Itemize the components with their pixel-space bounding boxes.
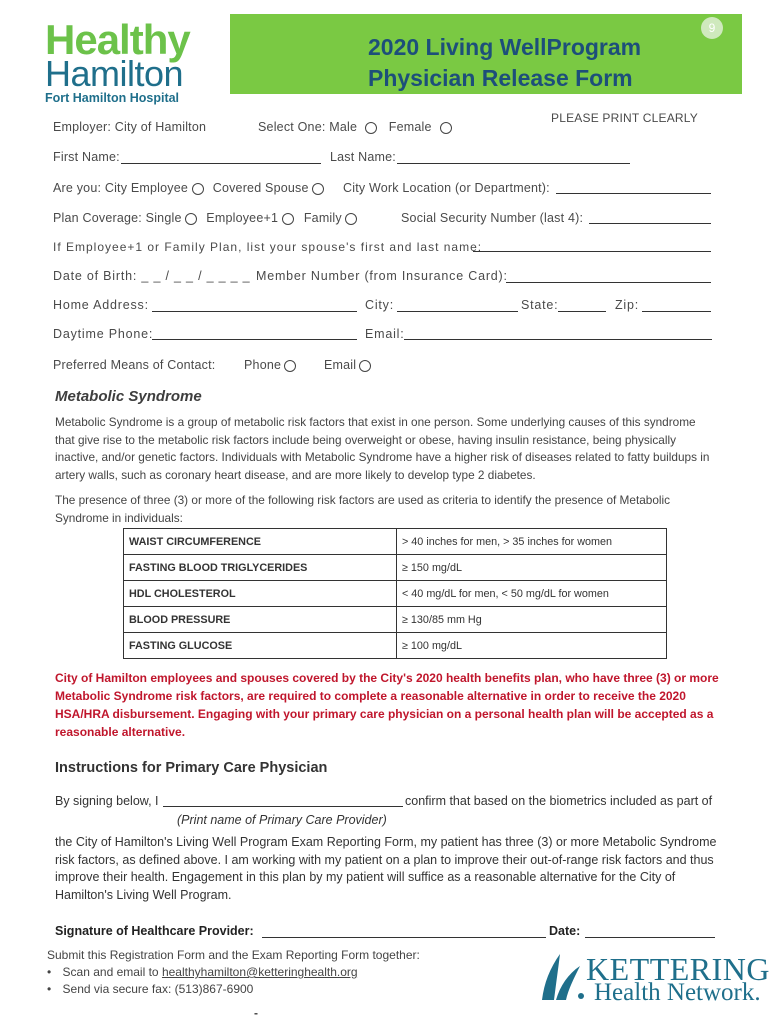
table-row: [124, 529, 667, 555]
attestation-body: the City of Hamilton's Living Well Program Exam Reporting Form, my patient has three (3) or more Metabolic Syndrome risk factors, as defined above. I am working with my patient on a plan to improve their out-of-range risk factors and thus improve their health. Engagement in this plan by my patient will suffice as a reasonable alternative for the City of Hamilton's Living Well Program.: [55, 835, 717, 902]
city-employee-label: City Employee: [104, 181, 189, 195]
employer-label: Employer: City of Hamilton: [53, 120, 207, 134]
first-name-label: First Name:: [53, 150, 120, 164]
city-employee-radio[interactable]: [192, 183, 204, 195]
risk-factor-criteria: ≥ 150 mg/dL: [397, 555, 667, 581]
page-dash: -: [254, 1006, 258, 1020]
plan-coverage-text: Plan Coverage:: [53, 211, 142, 225]
single-label: Single: [145, 211, 182, 225]
daytime-phone-label: Daytime Phone:: [53, 327, 154, 341]
title-banner: [230, 14, 742, 94]
email-radio[interactable]: [359, 360, 371, 372]
select-one-label: [258, 120, 452, 134]
select-one-text: Select One:: [258, 120, 326, 134]
employee-plus1-radio[interactable]: [282, 213, 294, 225]
risk-factor-name: BLOOD PRESSURE: [124, 607, 397, 633]
male-label: Male: [329, 120, 358, 134]
bullet-icon: •: [47, 965, 52, 979]
banner-title-line2: Physician Release Form: [368, 65, 633, 91]
last-name-label: Last Name:: [330, 150, 396, 164]
email-label: Email:: [365, 327, 405, 341]
phone-radio[interactable]: [284, 360, 296, 372]
by-signing-text: By signing below, I: [55, 794, 159, 808]
daytime-phone-field[interactable]: [152, 339, 357, 340]
kettering-network: Health Network.: [594, 979, 761, 1006]
city-work-location-field[interactable]: [556, 193, 711, 194]
physician-name-field[interactable]: [163, 806, 403, 807]
employee-plus1-label: Employee+1: [206, 211, 279, 225]
city-work-location-label: City Work Location (or Department):: [343, 181, 550, 195]
reasonable-alternative-notice: City of Hamilton employees and spouses covered by the City's 2020 health benefits plan, who have three (3) or more Metabolic Syndrome risk factors, are required to complete a reasonable alternative in order to receive the 2020 HSA/HRA disbursement. Engaging with your primary care physician on a personal health plan will be accepted as a reasonable alternative.: [55, 671, 719, 739]
single-radio[interactable]: [185, 213, 197, 225]
page-number-badge: 9: [701, 17, 723, 39]
logo-hospital: Fort Hamilton Hospital: [45, 91, 180, 105]
zip-field[interactable]: [642, 311, 711, 312]
risk-factor-table: [123, 528, 667, 659]
signature-label: Signature of Healthcare Provider:: [55, 924, 254, 938]
instructions-title: Instructions for Primary Care Physician: [55, 760, 328, 776]
covered-spouse-label: Covered Spouse: [212, 181, 309, 195]
state-field[interactable]: [558, 311, 606, 312]
family-radio[interactable]: [345, 213, 357, 225]
fax-text: Send via secure fax: (513)867-6900: [62, 982, 254, 996]
print-clearly-note: PLEASE PRINT CLEARLY: [551, 111, 698, 125]
logo-healthy: Healthy: [45, 16, 190, 63]
risk-factor-criteria: ≥ 130/85 mm Hg: [397, 607, 667, 633]
risk-factor-name: WAIST CIRCUMFERENCE: [124, 529, 397, 555]
kettering-name: KETTERING: [586, 951, 770, 987]
spouse-name-label: If Employee+1 or Family Plan, list your spouse's first and last name:: [53, 240, 483, 254]
signature-field[interactable]: [262, 937, 546, 938]
bullet-icon: •: [47, 982, 52, 996]
preferred-phone-option: [244, 358, 296, 372]
plan-coverage-label: [53, 211, 357, 225]
male-radio[interactable]: [365, 122, 377, 134]
ssn-field[interactable]: [589, 223, 711, 224]
date-field[interactable]: [585, 937, 715, 938]
are-you-text: Are you:: [53, 181, 102, 195]
table-row: [124, 581, 667, 607]
risk-factor-name: FASTING GLUCOSE: [124, 633, 397, 659]
email-link[interactable]: healthyhamilton@ketteringhealth.org: [161, 965, 358, 979]
state-label: State:: [521, 298, 559, 312]
preferred-contact-label: Preferred Means of Contact:: [53, 358, 216, 372]
submit-instructions: Submit this Registration Form and the Exam Reporting Form together:: [47, 948, 420, 962]
table-row: [124, 555, 667, 581]
female-radio[interactable]: [440, 122, 452, 134]
member-number-field[interactable]: [506, 282, 711, 283]
banner-title-line1: 2020 Living WellProgram: [368, 34, 642, 60]
ssn-label: Social Security Number (last 4):: [401, 211, 584, 225]
member-number-label: Member Number (from Insurance Card):: [256, 269, 508, 283]
date-label: Date:: [549, 924, 581, 938]
metabolic-description: Metabolic Syndrome is a group of metabolic risk factors that exist in one person. Some underlying causes of this syndrome that give rise to the metabolic risk factors include being overweight or obese, having insulin resistance, being physically inactive, and/or genetic factors. Individuals with Metabolic Syndrome have a higher risk of diseases related to fatty buildups in artery walls, such as coronary heart disease, and are more likely to develop type 2 diabetes.: [55, 415, 710, 482]
email-field[interactable]: [404, 339, 712, 340]
metabolic-criteria-intro: The presence of three (3) or more of the following risk factors are used as criteria to identify the presence of Metabolic Syndrome in individuals:: [55, 493, 671, 525]
logo-hamilton: Hamilton: [45, 53, 184, 94]
risk-factor-name: HDL CHOLESTEROL: [124, 581, 397, 607]
table-row: [124, 633, 667, 659]
home-address-label: Home Address:: [53, 298, 149, 312]
email-option-label: Email: [324, 358, 357, 372]
family-label: Family: [303, 211, 342, 225]
fax-item: [47, 981, 253, 998]
home-address-field[interactable]: [152, 311, 357, 312]
first-name-field[interactable]: [121, 163, 321, 164]
zip-label: Zip:: [615, 298, 640, 312]
kettering-leaf-icon: [536, 948, 586, 1004]
confirm-text: confirm that based on the biometrics included as part of: [405, 794, 713, 808]
scan-email-text: Scan and email to: [62, 965, 159, 979]
table-row: [124, 607, 667, 633]
city-field[interactable]: [397, 311, 518, 312]
last-name-field[interactable]: [397, 163, 630, 164]
spouse-name-field[interactable]: [473, 251, 711, 252]
risk-factor-name: FASTING BLOOD TRIGLYCERIDES: [124, 555, 397, 581]
covered-spouse-radio[interactable]: [312, 183, 324, 195]
risk-factor-criteria: ≥ 100 mg/dL: [397, 633, 667, 659]
risk-factor-criteria: < 40 mg/dL for men, < 50 mg/dL for women: [397, 581, 667, 607]
metabolic-title: Metabolic Syndrome: [55, 388, 202, 405]
print-name-hint: (Print name of Primary Care Provider): [177, 813, 387, 827]
scan-email-item: [47, 964, 358, 981]
dob-label[interactable]: Date of Birth: _ _ / _ _ / _ _ _ _: [53, 269, 251, 283]
city-label: City:: [365, 298, 394, 312]
are-you-label: [53, 181, 324, 195]
risk-factor-criteria: > 40 inches for men, > 35 inches for women: [397, 529, 667, 555]
preferred-email-option: [324, 358, 371, 372]
female-label: Female: [388, 120, 432, 134]
phone-option-label: Phone: [244, 358, 282, 372]
